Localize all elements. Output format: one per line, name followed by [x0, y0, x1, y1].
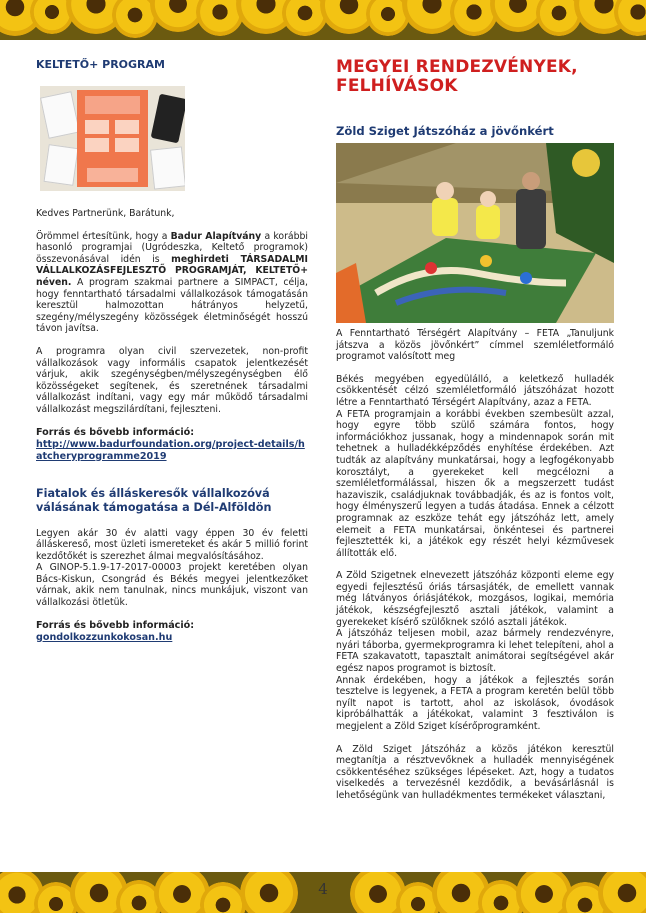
source-label: Forrás és bővebb információ:	[36, 426, 195, 438]
mobile-paragraph: A játszóház teljesen mobil, azaz bármely rendezvényre, nyári táborba, gyermekprogramra ki lehet telepíteni, ahol a FETA szakavatott, tapasztalt animátorai segítségével akár egész napos programot is biztosít.	[336, 628, 614, 675]
right-column	[336, 328, 614, 802]
learning-paragraph: A Zöld Sziget Játszóház a közös játékon keresztül megtanítja a résztvevőknek a hulladék mennyiségének csökkentéséhez szükséges lépéseket. Azt, hogy a tudatos viselkedés a tervezésnél kezdődik, a bevásárlásnál is lehetőségünk van hulladékmentes termékeket választani,	[336, 743, 614, 801]
jobseeker-paragraph: Legyen akár 30 év alatti vagy éppen 30 év feletti álláskereső, most üzleti ismereteket és akár 5 millió forint kezdőtőkét is szerezhet álmai megvalósításához.	[36, 527, 308, 562]
feta-program-paragraph: A FETA programjain a korábbi években szembesült azzal, hogy egyre több szülő számára fontos, hogy információkhoz jussanak, hogy a mindennapok során mit tehetnek a hulladékképződés enyhítése érdekében. Azt tudták az alapítvány munkatársai, hogy a legfogékonyabb korosztályt, a gyerekeket kell megcélozni a szemléletformálással, hiszen ők a megszerzett tudást hazaviszik, családjuknak továbbadják, és az is fontos volt, hogy élményszerű legyen a tudás átadása. Ennek a célzott programnak az eszköze tehát egy játszóház lett, amely elemeit a FETA munkatársai, önkéntesei és partnerei fejlesztették ki, a játékok egy részét helyi kézművesek állították elő.	[336, 408, 614, 559]
eligibility-paragraph: A programra olyan civil szervezetek, non-profit vállalkozások vagy informális csapatok jelentkezését várjuk, akik szegénységben/mélyszegénységben élő közösségeket segítenek, és szeretnének társadalmi vállalkozást indítani, vagy egy már működő társadalmi vállalkozást megszilárdítani, fejleszteni.	[36, 345, 308, 415]
sunflower-icon	[614, 0, 646, 36]
feta-intro-paragraph: Békés megyében egyedülálló, a keletkező hulladék csökkentését célzó szemléletformáló játszóházat hozott létre a Fenntartható Térségért Alapítvány, azaz a FETA.	[336, 373, 614, 408]
section-title-keltet: KELTETŐ+ PROGRAM	[36, 58, 165, 71]
newspaper-shape	[150, 146, 185, 189]
playhouse-photo	[336, 143, 614, 323]
testing-paragraph: Annak érdekében, hogy a játékok a fejlesztés során tesztelve is legyenek, a FETA a program keretén belül több nyílt napot is tartott, ahol az iskolások, óvodások kipróbálhatták a játékokat, valamint 3 fesztiválon is megjelent a Zöld Sziget kísérőprogramként.	[336, 674, 614, 732]
program-flyer-image	[40, 86, 185, 191]
page-number: 4	[318, 880, 328, 898]
sunflower-icon	[240, 872, 298, 913]
article-title: Zöld Sziget Játszóház a jövőnkért	[336, 124, 554, 138]
section-title-fiatalok: Fiatalok és álláskeresők vállalkozóvá válásának támogatása a Dél-Alföldön	[36, 486, 272, 514]
sunflower-header-band	[0, 0, 646, 40]
phone-shape	[151, 94, 185, 144]
source-label-2: Forrás és bővebb információ:	[36, 619, 195, 631]
page-title: MEGYEI RENDEZVÉNYEK, FELHÍVÁSOK	[336, 57, 578, 96]
playhouse-photo-svg	[336, 143, 614, 323]
zold-sziget-paragraph: A Zöld Szigetnek elnevezett játszóház központi eleme egy egyedi fejlesztésű óriás társasjáték, de emellett vannak még látványos óriásjátékok, mozgásos, logikai, memória játékok, készségfejlesztő asztali játékok, valamint a gyerekeket kísérő szülőknek szóló asztali játékok.	[336, 570, 614, 628]
flyer-document	[77, 90, 148, 187]
greeting: Kedves Partnerünk, Barátunk,	[36, 208, 175, 219]
badur-link[interactable]: http://www.badurfoundation.org/project-details/hatcheryprogramme2019	[36, 438, 305, 462]
newspaper-shape	[44, 144, 79, 186]
sunflower-icon	[598, 872, 646, 913]
left-column	[36, 208, 308, 644]
gondolkozzunk-link[interactable]: gondolkozzunkokosan.hu	[36, 631, 173, 643]
newspaper-shape	[40, 91, 80, 139]
photo-caption: A Fenntartható Térségért Alapítvány – FETA „Tanuljunk játszva a közös jövőnkért” címmel szemléletformáló programot valósított meg	[336, 328, 614, 363]
intro-paragraph: Örömmel értesítünk, hogy a Badur Alapítvány a korábbi hasonló programjai (Ugródeszka, Keltető programok) összevonásával idén is meghirdeti TÁRSADALMI VÁLLALKOZÁSFEJLESZTŐ PROGRAMJÁT, KELTETŐ+ néven. A program szakmai partnere a SIMPACT, célja, hogy fenntartható társadalmi vállalkozások támogatásán keresztül halmozottan hátrányos helyzetű, szegény/mélyszegény közösségek életminőségét hosszú távon javítsa.	[36, 230, 308, 335]
ginop-paragraph: A GINOP-5.1.9-17-2017-00003 projekt keretében olyan Bács-Kiskun, Csongrád és Békés megyei jelentkezőket várnak, akik nem tanulnak, nincs munkájuk, viszont van vállalkozási ötletük.	[36, 562, 308, 609]
